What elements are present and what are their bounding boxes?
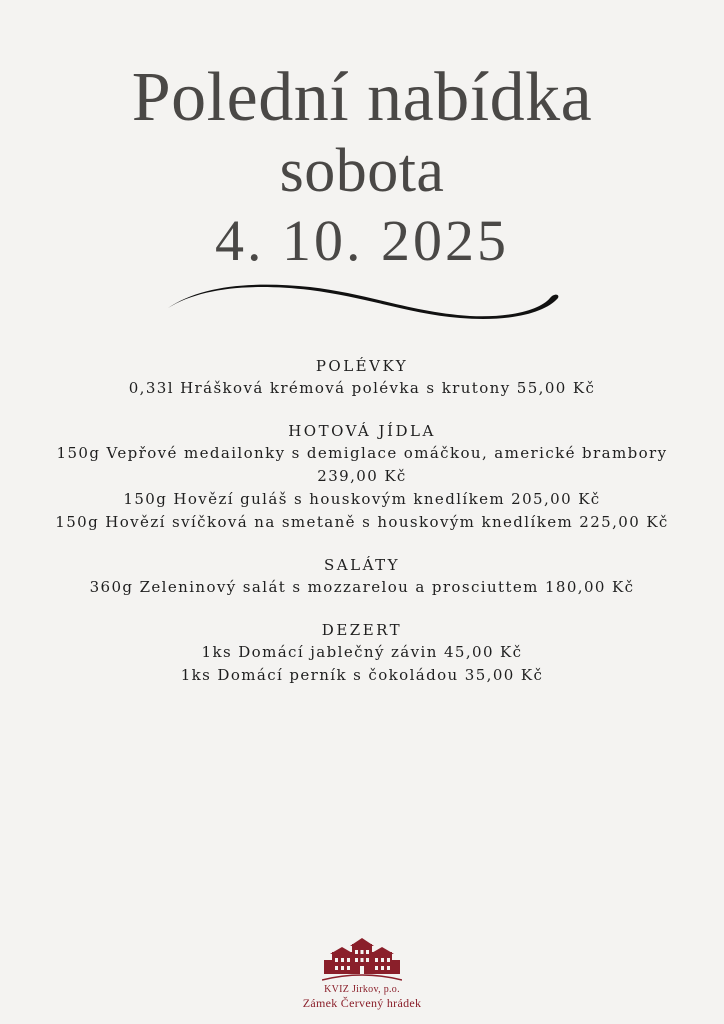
section-salads xyxy=(0,554,724,599)
section-soups xyxy=(0,355,724,400)
section-main-dishes xyxy=(0,420,724,534)
menu-item: 1ks Domácí jablečný závin 45,00 Kč xyxy=(201,643,523,661)
title-line-2: sobota xyxy=(279,137,445,205)
section-heading: POLÉVKY xyxy=(315,357,409,375)
menu-item: 360g Zeleninový salát s mozzarelou a prosciuttem 180,00 Kč xyxy=(89,578,635,596)
section-dessert xyxy=(0,619,724,687)
section-heading: DEZERT xyxy=(321,621,403,639)
menu xyxy=(0,355,724,707)
logo-text-line-2: Zámek Červený hrádek xyxy=(302,996,422,1010)
menu-item-price: 239,00 Kč xyxy=(317,467,407,485)
menu-item: 150g Vepřové medailonky s demiglace omáčkou, americké brambory xyxy=(56,444,668,462)
title-date: 4. 10. 2025 xyxy=(215,208,509,273)
menu-item: 0,33l Hrášková krémová polévka s krutony 55,00 Kč xyxy=(128,379,596,397)
menu-item: 1ks Domácí perník s čokoládou 35,00 Kč xyxy=(180,666,544,684)
menu-item: 150g Hovězí svíčková na smetaně s houskovým knedlíkem 225,00 Kč xyxy=(55,513,669,531)
section-heading: SALÁTY xyxy=(324,556,400,574)
title-line-1: Polední nabídka xyxy=(131,59,593,136)
decorative-swash xyxy=(160,278,570,328)
menu-item: 150g Hovězí guláš s houskovým knedlíkem 205,00 Kč xyxy=(123,490,601,508)
section-heading: HOTOVÁ JÍDLA xyxy=(288,422,436,440)
logo-text-line-1: KVIZ Jirkov, p.o. xyxy=(324,984,400,995)
